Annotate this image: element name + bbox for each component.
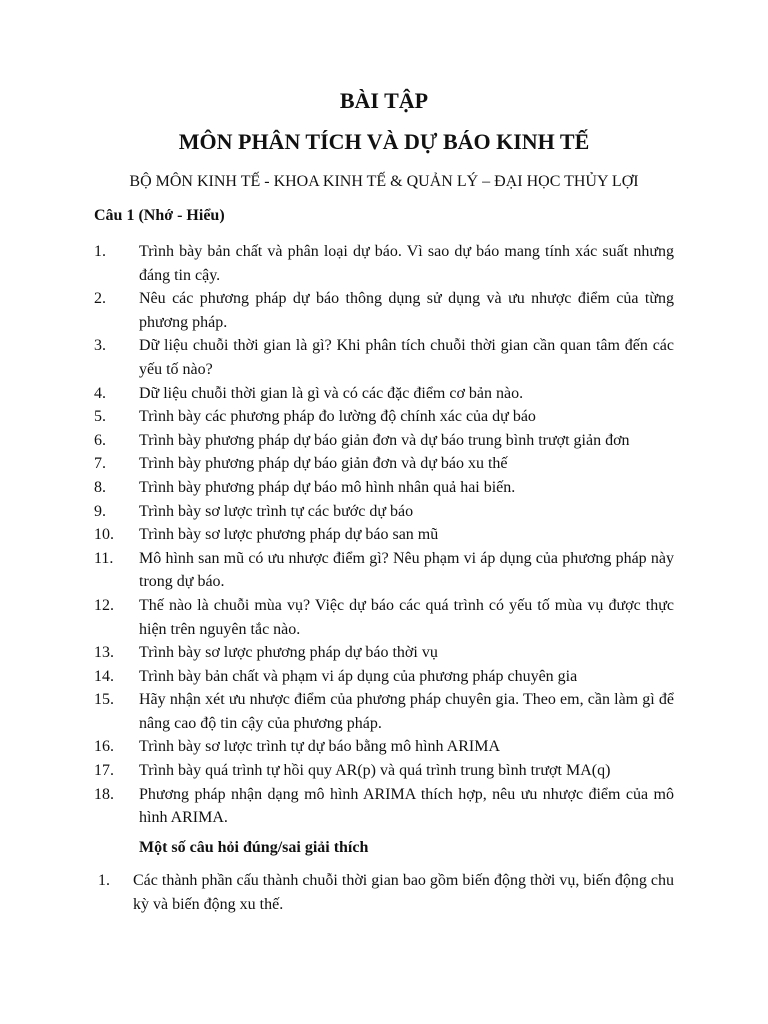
question-item	[94, 452, 674, 476]
true-false-item	[94, 869, 674, 916]
question-text: Trình bày bản chất và phạm vi áp dụng của phương pháp chuyên gia	[139, 667, 578, 685]
question-text: Trình bày sơ lược phương pháp dự báo thời vụ	[139, 644, 438, 662]
true-false-number: 1.	[98, 872, 110, 889]
department-line: BỘ MÔN KINH TẾ - KHOA KINH TẾ & QUẢN LÝ – ĐẠI HỌC THỦY LỢI	[129, 173, 639, 190]
question-item	[94, 382, 674, 406]
question-number: 8.	[94, 478, 106, 496]
question-item	[94, 523, 674, 547]
question-text: Trình bày bản chất và phân loại dự báo. Vì sao dự báo mang tính xác suất nhưng đáng tin cậy.	[139, 243, 674, 284]
question-number: 18.	[94, 785, 114, 803]
question-number: 1.	[94, 243, 106, 260]
true-false-list	[94, 869, 674, 916]
true-false-text: Các thành phần cấu thành chuỗi thời gian bao gồm biến động thời vụ, biến động chu kỳ và biến động xu thế.	[133, 872, 674, 913]
question-text: Trình bày quá trình tự hồi quy AR(p) và quá trình trung bình trượt MA(q)	[139, 762, 611, 780]
question-text: Trình bày các phương pháp đo lường độ chính xác của dự báo	[139, 408, 536, 426]
question-text: Trình bày phương pháp dự báo mô hình nhân quả hai biến.	[139, 478, 516, 496]
question-item	[94, 783, 674, 830]
question-item	[94, 405, 674, 429]
question-number: 2.	[94, 290, 106, 308]
question-number: 11.	[94, 549, 114, 567]
question-item	[94, 547, 674, 594]
question-text: Phương pháp nhận dạng mô hình ARIMA thích hợp, nêu ưu nhược điểm của mô hình ARIMA.	[139, 785, 674, 827]
true-false-heading: Một số câu hỏi đúng/sai giải thích	[139, 839, 369, 856]
question-item	[94, 688, 674, 735]
question-text: Trình bày sơ lược phương pháp dự báo san mũ	[139, 526, 439, 544]
question-text: Mô hình san mũ có ưu nhược điểm gì? Nêu phạm vi áp dụng của phương pháp này trong dự báo.	[139, 549, 674, 591]
question-text: Thế nào là chuỗi mùa vụ? Việc dự báo các quá trình có yếu tố mùa vụ được thực hiện trên nguyên tắc nào.	[139, 596, 674, 638]
question-item	[94, 594, 674, 641]
question-text: Hãy nhận xét ưu nhược điểm của phương pháp chuyên gia. Theo em, cần làm gì để nâng cao độ tin cậy của phương pháp.	[139, 691, 674, 732]
question-number: 3.	[94, 337, 106, 355]
question-text: Dữ liệu chuỗi thời gian là gì? Khi phân tích chuỗi thời gian cần quan tâm đến các yếu tố nào?	[139, 337, 674, 378]
question-item	[94, 334, 674, 381]
question-number: 4.	[94, 384, 106, 402]
question-item	[94, 665, 674, 689]
question-number: 6.	[94, 431, 106, 449]
question-item	[94, 476, 674, 500]
question-number: 5.	[94, 408, 106, 426]
question-number: 10.	[94, 526, 114, 544]
document-subtitle: MÔN PHÂN TÍCH VÀ DỰ BÁO KINH TẾ	[178, 129, 590, 154]
question-text: Trình bày phương pháp dự báo giản đơn và dự báo xu thế	[139, 455, 508, 473]
question-text: Nêu các phương pháp dự báo thông dụng sử dụng và ưu nhược điểm của từng phương pháp.	[139, 290, 674, 331]
question-number: 16.	[94, 738, 114, 756]
question-text: Dữ liệu chuỗi thời gian là gì và có các đặc điểm cơ bản nào.	[139, 384, 524, 402]
question-text: Trình bày sơ lược trình tự dự báo bằng mô hình ARIMA	[139, 738, 501, 756]
question-item	[94, 500, 674, 524]
question-number: 14.	[94, 667, 114, 685]
question-number: 7.	[94, 455, 106, 473]
question-item	[94, 240, 674, 287]
question-number: 9.	[94, 502, 106, 520]
question-item	[94, 429, 674, 453]
question-number: 17.	[94, 762, 114, 780]
question-number: 12.	[94, 596, 114, 614]
question-text: Trình bày phương pháp dự báo giản đơn và dự báo trung bình trượt giản đơn	[139, 431, 630, 449]
question-item	[94, 735, 674, 759]
question-list	[94, 240, 674, 830]
section-heading: Câu 1 (Nhớ - Hiểu)	[94, 207, 225, 224]
question-number: 15.	[94, 691, 114, 709]
question-item	[94, 759, 674, 783]
question-text: Trình bày sơ lược trình tự các bước dự báo	[139, 502, 414, 520]
question-item	[94, 641, 674, 665]
question-item	[94, 287, 674, 334]
question-number: 13.	[94, 644, 114, 662]
document-title: BÀI TẬP	[339, 88, 429, 113]
